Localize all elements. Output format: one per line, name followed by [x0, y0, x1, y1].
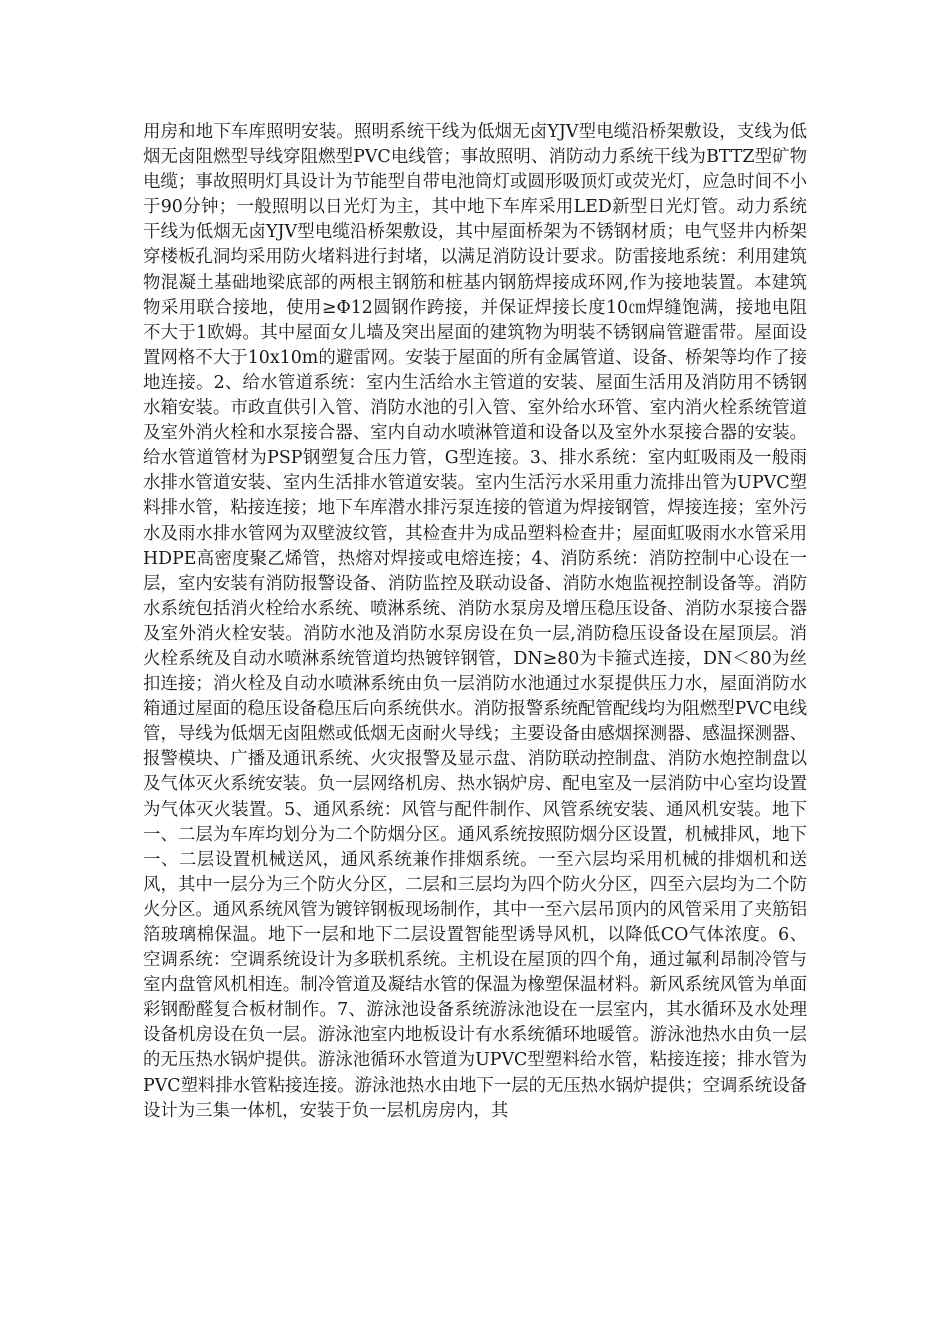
body-paragraph: 用房和地下车库照明安装。照明系统干线为低烟无卤YJV型电缆沿桥架敷设，支线为低烟无卤阻燃型导线穿阻燃型PVC电线管；事故照明、消防动力系统干线为BTTZ型矿物电缆；事故照明灯具设计为节能型自带电池筒灯或圆形吸顶灯或荧光灯，应急时间不小于90分钟；一般照明以日光灯为主，其中地下车库采用LED新型日光灯管。动力系统干线为低烟无卤YJV型电缆沿桥架敷设，其中屋面桥架为不锈钢材质；电气竖井内桥架穿楼板孔洞均采用防火堵料进行封堵，以满足消防设计要求。防雷接地系统：利用建筑物混凝土基础地梁底部的两根主钢筋和桩基内钢筋焊接成环网,作为接地装置。本建筑物采用联合接地，使用≥Φ12圆钢作跨接，并保证焊接长度10㎝焊缝饱满，接地电阻不大于1欧姆。其中屋面女儿墙及突出屋面的建筑物为明装不锈钢扁管避雷带。屋面设置网格不大于10x10m的避雷网。安装于屋面的所有金属管道、设备、桥架等均作了接地连接。2、给水管道系统：室内生活给水主管道的安装、屋面生活用及消防用不锈钢水箱安装。市政直供引入管、消防水池的引入管、室外给水环管、室内消火栓系统管道及室外消火栓和水泵接合器、室内自动水喷淋管道和设备以及室外水泵接合器的安装。给水管道管材为PSP钢塑复合压力管，G型连接。3、排水系统：室内虹吸雨及一般雨水排水管道安装、室内生活排水管道安装。室内生活污水采用重力流排出管为UPVC塑料排水管，粘接连接；地下车库潜水排污泵连接的管道为焊接钢管，焊接连接；室外污水及雨水排水管网为双壁波纹管，其检查井为成品塑料检查井；屋面虹吸雨水水管采用HDPE高密度聚乙烯管，热熔对焊接或电熔连接；4、消防系统：消防控制中心设在一层，室内安装有消防报警设备、消防监控及联动设备、消防水炮监视控制设备等。消防水系统包括消火栓给水系统、喷淋系统、消防水泵房及增压稳压设备、消防水泵接合器及室外消火栓安装。消防水池及消防水泵房设在负一层,消防稳压设备设在屋顶层。消火栓系统及自动水喷淋系统管道均热镀锌钢管，DN≥80为卡箍式连接，DN＜80为丝扣连接；消火栓及自动水喷淋系统由负一层消防水池通过水泵提供压力水，屋面消防水箱通过屋面的稳压设备稳压后向系统供水。消防报警系统配管配线均为阻燃型PVC电线管，导线为低烟无卤阻燃或低烟无卤耐火导线；主要设备由感烟探测器、感温探测器、报警模块、广播及通讯系统、火灾报警及显示盘、消防联动控制盘、消防水炮控制盘以及气体灭火系统安装。负一层网络机房、热水锅炉房、配电室及一层消防中心室均设置为气体灭火装置。5、通风系统：风管与配件制作、风管系统安装、通风机安装。地下一、二层为车库均划分为二个防烟分区。通风系统按照防烟分区设置，机械排风，地下一、二层设置机械送风，通风系统兼作排烟系统。一至六层均采用机械的排烟机和送风，其中一层分为三个防火分区，二层和三层均为四个防火分区，四至六层均为二个防火分区。通风系统风管为镀锌钢板现场制作，其中一至六层吊顶内的风管采用了夹筋铝箔玻璃棉保温。地下一层和地下二层设置智能型诱导风机，以降低CO气体浓度。6、空调系统：空调系统设计为多联机系统。主机设在屋顶的四个角，通过氟利昂制冷管与室内盘管风机相连。制冷管道及凝结水管的保温为橡塑保温材料。新风系统风管为单面彩钢酚醛复合板材制作。7、游泳池设备系统游泳池设在一层室内，其水循环及水处理设备机房设在负一层。游泳池室内地板设计有水系统循环地暖管。游泳池热水由负一层的无压热水锅炉提供。游泳池循环水管道为UPVC型塑料给水管，粘接连接；排水管为PVC塑料排水管粘接连接。游泳池热水由地下一层的无压热水锅炉提供；空调系统设备设计为三集一体机，安装于负一层机房房内，其 — [143, 122, 807, 1121]
